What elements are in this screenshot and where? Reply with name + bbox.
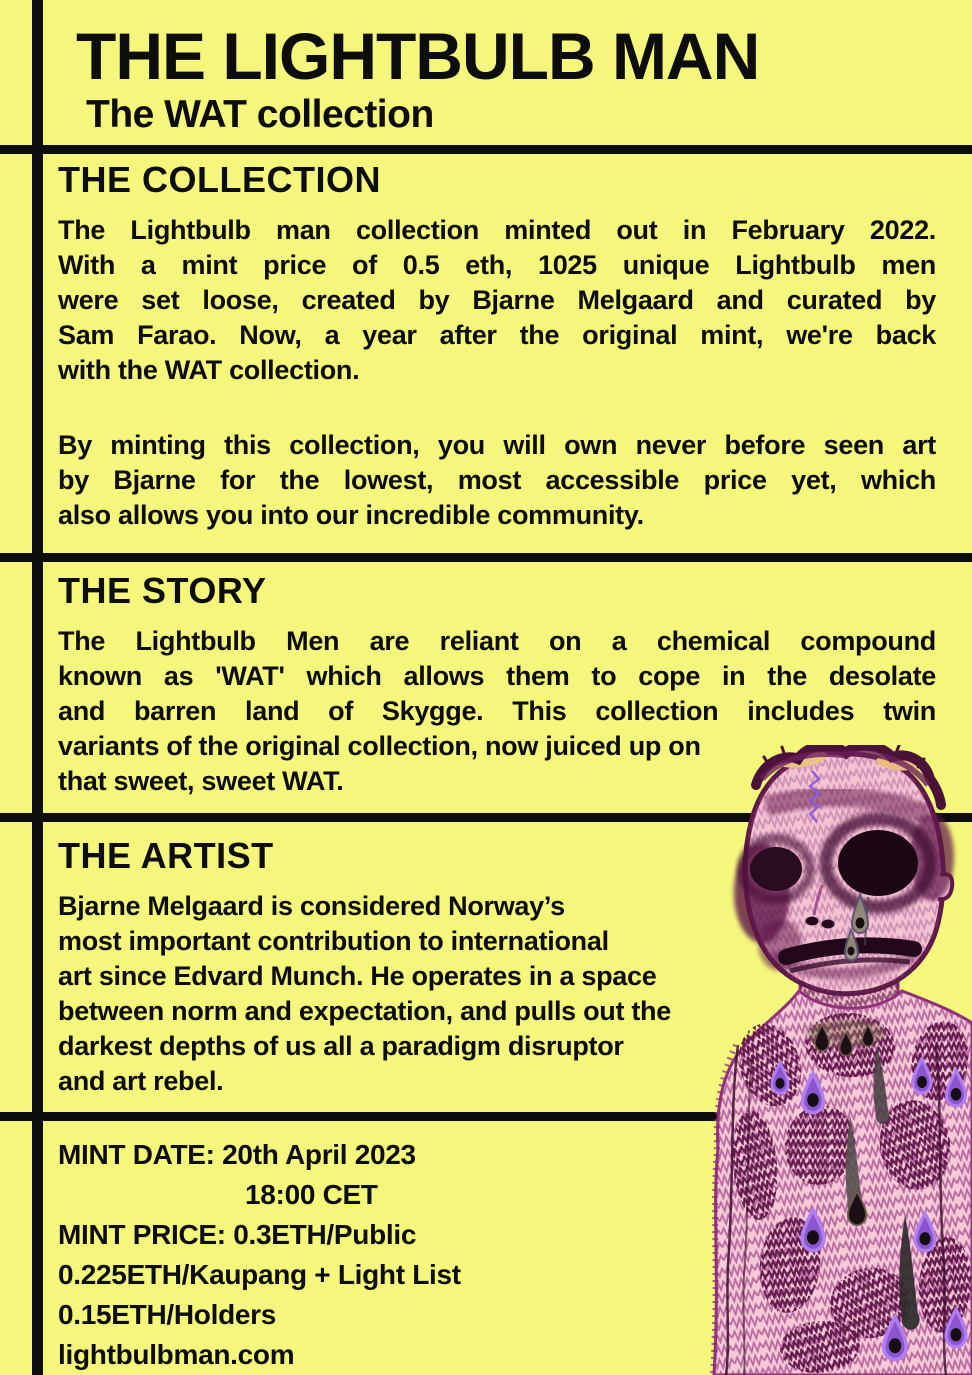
text-line: between norm and expectation, and pulls out the (58, 996, 671, 1026)
poster-title: THE LIGHTBULB MAN (76, 19, 760, 93)
mint-price-holders: 0.15ETH/Holders (58, 1299, 277, 1330)
text-line: with the WAT collection. (58, 355, 360, 385)
text-line: darkest depths of us all a paradigm disruptor (58, 1031, 624, 1061)
header (76, 20, 759, 136)
text-line: most important contribution to international (58, 926, 609, 956)
mint-price-kaupang: 0.225ETH/Kaupang + Light List (58, 1259, 461, 1290)
text-line: Sam Farao. Now, a year after the original mint, we're back (58, 320, 936, 350)
section-collection (58, 160, 936, 533)
divider-header (0, 145, 972, 154)
lightbulb-man-artwork (700, 745, 972, 1375)
mint-date: MINT DATE: 20th April 2023 (58, 1139, 416, 1170)
text-line: By minting this collection, you will own never before seen art (58, 430, 936, 460)
text-line: and barren land of Skygge. This collection includes twin (58, 696, 936, 726)
text-line: were set loose, created by Bjarne Melgaard and curated by (58, 285, 936, 315)
collection-paragraph-1 (58, 213, 936, 388)
text-line: and art rebel. (58, 1066, 224, 1096)
website-text: lightbulbman.com (58, 1339, 295, 1370)
text-line: that sweet, sweet WAT. (58, 766, 344, 796)
collection-paragraph-2 (58, 428, 936, 533)
poster-subtitle: The WAT collection (86, 93, 434, 136)
text-line: The Lightbulb Men are reliant on a chemical compound (58, 626, 936, 656)
text-line: Bjarne Melgaard is considered Norway’s (58, 891, 565, 921)
left-border-rule (32, 0, 43, 1375)
text-line: also allows you into our incredible community. (58, 500, 644, 530)
text-line: With a mint price of 0.5 eth, 1025 unique Lightbulb men (58, 250, 936, 280)
mint-time: 18:00 CET (245, 1179, 378, 1210)
text-line: known as 'WAT' which allows them to cope in the desolate (58, 661, 936, 691)
text-line: by Bjarne for the lowest, most accessible price yet, which (58, 465, 936, 495)
divider-collection-story (0, 553, 972, 562)
text-line: variants of the original collection, now juiced up on (58, 731, 701, 761)
text-line: The Lightbulb man collection minted out in February 2022. (58, 215, 936, 245)
story-heading: THE STORY (58, 570, 267, 611)
artist-heading: THE ARTIST (58, 835, 274, 876)
collection-heading: THE COLLECTION (58, 159, 381, 200)
text-line: art since Edvard Munch. He operates in a space (58, 961, 657, 991)
mint-price-public: MINT PRICE: 0.3ETH/Public (58, 1219, 417, 1250)
